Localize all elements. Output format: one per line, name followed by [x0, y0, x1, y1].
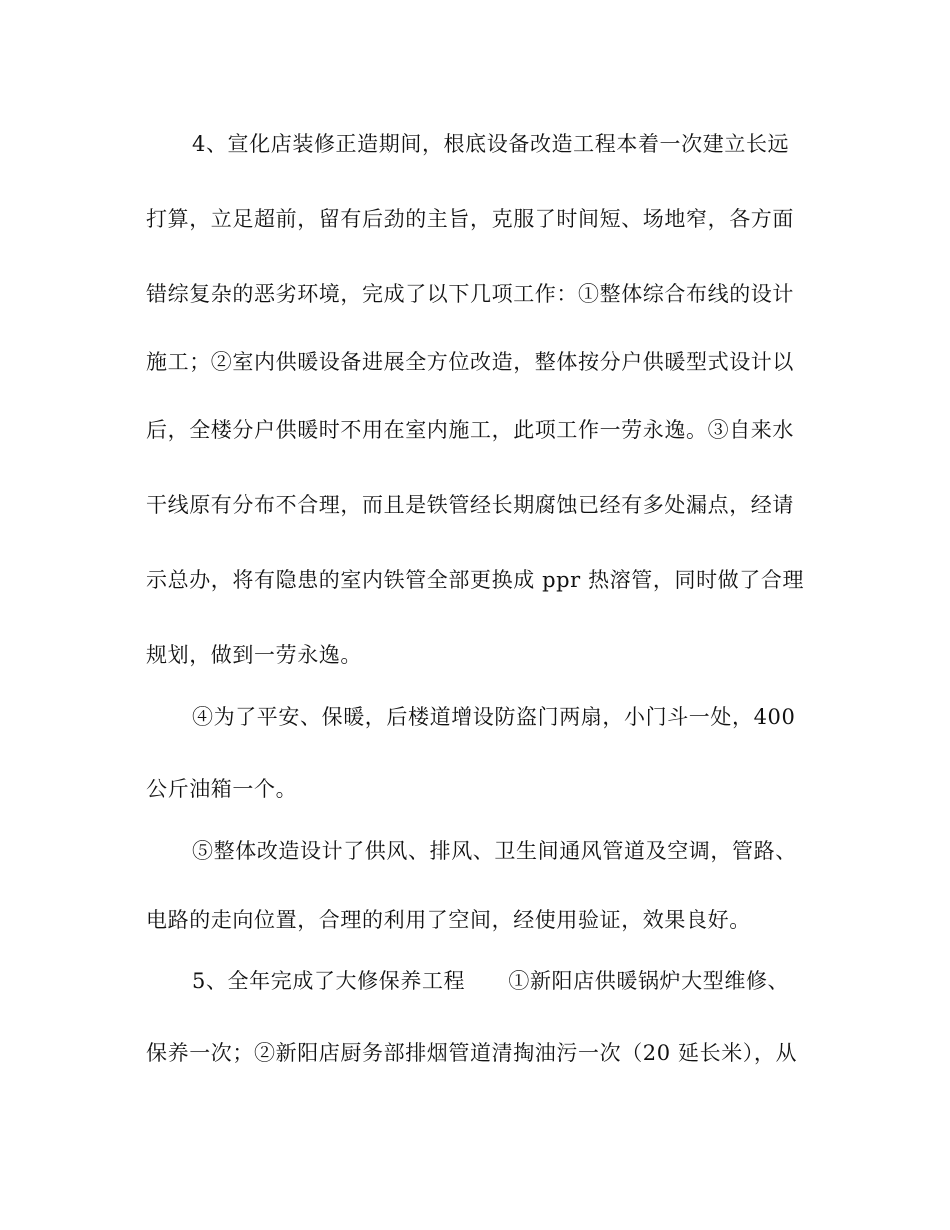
text-line-14: 保养一次；②新阳店厨务部排烟管道清掏油污一次（20 延长米），从: [146, 1041, 798, 1065]
text-line-3: 错综复杂的恶劣环境，完成了以下几项工作：①整体综合布线的设计: [146, 282, 794, 306]
text-line-4: 施工；②室内供暖设备进展全方位改造，整体按分户供暖型式设计以: [146, 350, 794, 374]
text-line-11: ⑤整体改造设计了供风、排风、卫生间通风管道及空调，管路、: [192, 839, 797, 863]
text-line-12: 电路的走向位置，合理的利用了空间，经使用验证，效果良好。: [146, 908, 751, 932]
text-line-6: 干线原有分布不合理，而且是铁管经长期腐蚀已经有多处漏点，经请: [146, 493, 794, 517]
text-line-5: 后，全楼分户供暖时不用在室内施工，此项工作一劳永逸。③自来水: [146, 418, 794, 442]
text-line-13: 5、全年完成了大修保养工程 ①新阳店供暖锅炉大型维修、: [192, 969, 790, 993]
text-line-2: 打算，立足超前，留有后劲的主旨，克服了时间短、场地窄，各方面: [146, 207, 794, 231]
text-line-10: 公斤油箱一个。: [146, 777, 298, 801]
text-line-1: 4、宣化店装修正造期间，根底设备改造工程本着一次建立长远: [192, 132, 790, 156]
text-line-8: 规划，做到一劳永逸。: [146, 643, 362, 667]
text-line-7: 示总办，将有隐患的室内铁管全部更换成 ppr 热溶管，同时做了合理: [146, 568, 805, 592]
text-line-9: ④为了平安、保暖，后楼道增设防盗门两扇，小门斗一处，400: [192, 705, 796, 729]
